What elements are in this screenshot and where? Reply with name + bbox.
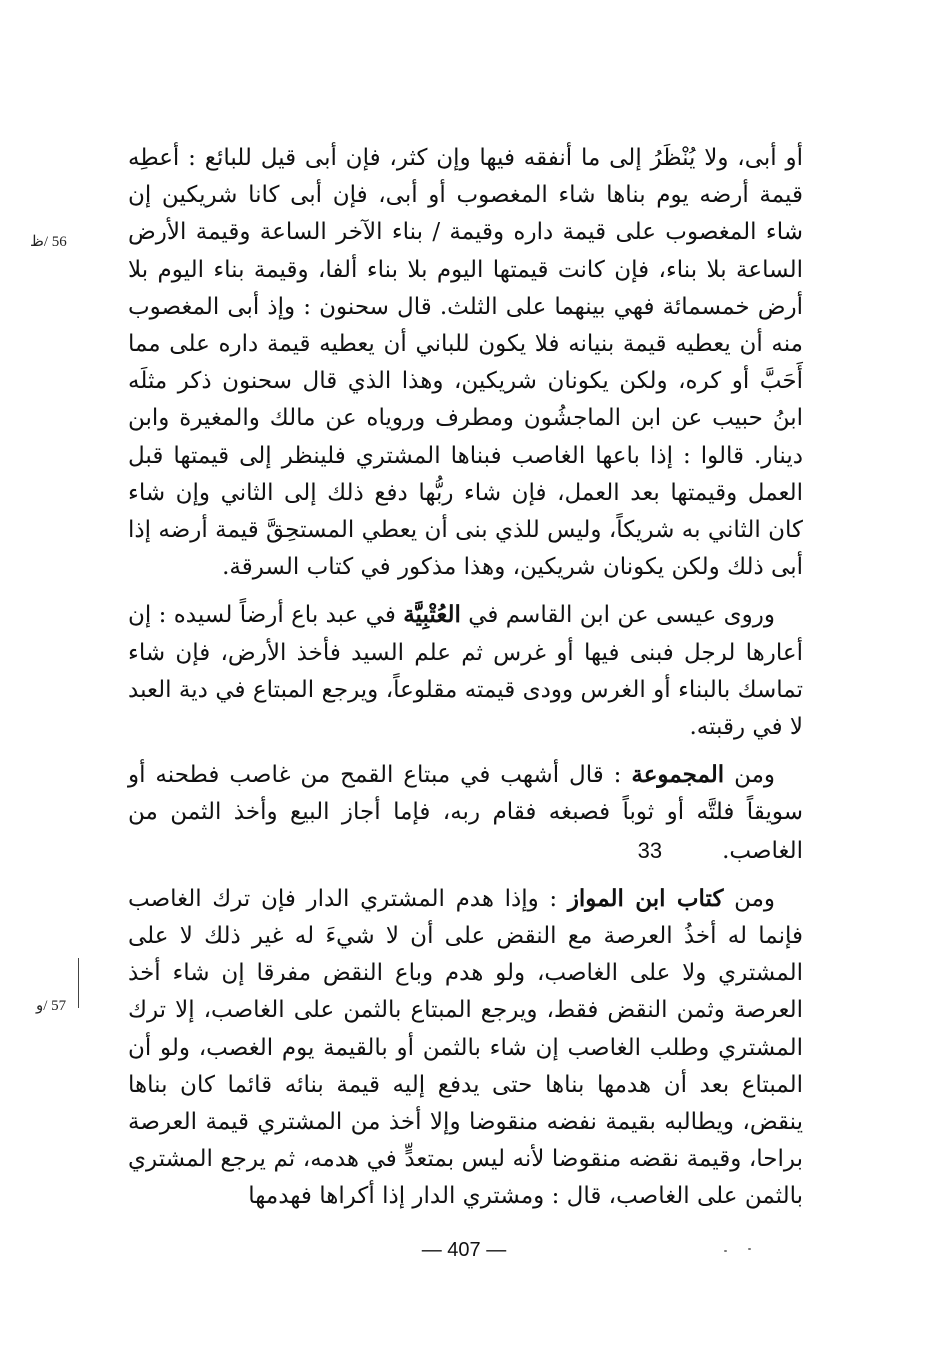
scan-speck: [724, 1250, 727, 1252]
paragraph-2-start: وروى عيسى عن ابن القاسم في: [468, 602, 775, 629]
margin-folio-note-57: 57 /و: [36, 998, 67, 1014]
paragraph-4-rest: : وإذا هدم المشتري الدار فإن ترك الغاصب فإنما له أخذُ العرصة مع النقض على أن لا شيءَ له غير ذلك لا على المشتري ولا على الغاصب، ولو هدم وباع النقض مفرقا إن شاء أخذ العرصة وثمن النقض فقط، ويرجع المبتاع بالثمن على الغاصب، إلا ترك المشتري وطلب الغاصب إن شاء بالثمن أو بالقيمة يوم الغصب، ولو أن المبتاع بعد أن هدمها بناها حتى يدفع إليه قيمة بنائه قائما كان بناها ينقض، ويطالبه بقيمة نفضه منقوضا وإلا أخذ من المشتري قيمة العرصة براحا، وقيمة نقضه منقوضا لأنه ليس بمتعدٍّ في هدمه، ثم يرجع المشتري بالثمن على الغاصب، قال : ومشتري الدار إذا أكراها فهدمها: [128, 885, 803, 1210]
source-keyword-ibn-al-mawwaz: كتاب ابن المواز: [567, 884, 724, 912]
source-keyword-utbiyya: العُتْبِيَّة: [403, 601, 461, 629]
page-number: — 407 —: [421, 1239, 507, 1261]
paragraph-1: أو أبى، ولا يُنْظَرُ إلى ما أنفقه فيها وإن كثر، فإن أبى قيل للبائع : أعطِه قيمة أرضه يوم بناها شاء المغصوب أو أبى، فإن أبى كانا شريكين إن شاء المغصوب على قيمة داره وقيمة / بناء الآخر الساعة وقيمة الأرض الساعة بلا بناء، فإن كانت قيمتها اليوم بلا بناء ألفا، وقيمة بناء اليوم بلا أرض خمسمائة فهي بينهما على الثلث. قال سحنون : وإذ أبى المغصوب منه أن يعطيه قيمة بنيانه فلا يكون للباني أن يعطيه قيمة داره على مما أَحَبَّ أو كره، ولكن يكونان شريكين، وهذا الذي قال سحنون ذكر مثلَه ابنُ حبيب عن ابن الماجشُون ومطرف وروياه عن مالك والمغيرة وابن دينار. قالوا : إذا باعها الغاصب فبناها المشتري فلينظر إلى قيمتها قبل العمل وقيمتها بعد العمل، فإن شاء ربُّها دفع ذلك إلى الثاني وإن شاء كان الثاني به شريكاً، وليس للذي بنى أن يعطي المستحِقَّ قيمة أرضه إذا أبى ذلك ولكن يكونان شريكين، وهذا مذكور في كتاب السرقة.: [128, 145, 803, 581]
paragraph-3-start: ومن: [734, 762, 776, 789]
paragraph-2-rest: في عبد باع أرضاً لسيده : إن أعارها لرجل فبنى فيها أو غرس ثم علم السيد فأخذ الأرض، فإن شاء تماسك بالبناء أو الغرس وودى قيمته مقلوعاً، ويرجع المبتاع في دية العبد لا في رقبته.: [128, 602, 803, 741]
paragraph-4-start: ومن: [734, 885, 775, 912]
paragraph-3-rest: : قال أشهب في مبتاع القمح من غاصب فطحنه أو سويقاً فلتَّه أو ثوباً فصبغه فقام ربه، فإما أجاز البيع وأخذ الثمن من الغاصب.: [128, 762, 803, 864]
paragraph-3: [128, 756, 803, 870]
main-text: [128, 140, 803, 1226]
paragraph-2: [128, 596, 803, 746]
scan-speck: [748, 1248, 751, 1250]
source-keyword-majmua: المجموعة: [631, 761, 725, 789]
paragraph-4: [128, 880, 803, 1216]
margin-folio-note-56: 56 /ظ: [30, 234, 67, 250]
inline-number: 33: [637, 837, 663, 863]
